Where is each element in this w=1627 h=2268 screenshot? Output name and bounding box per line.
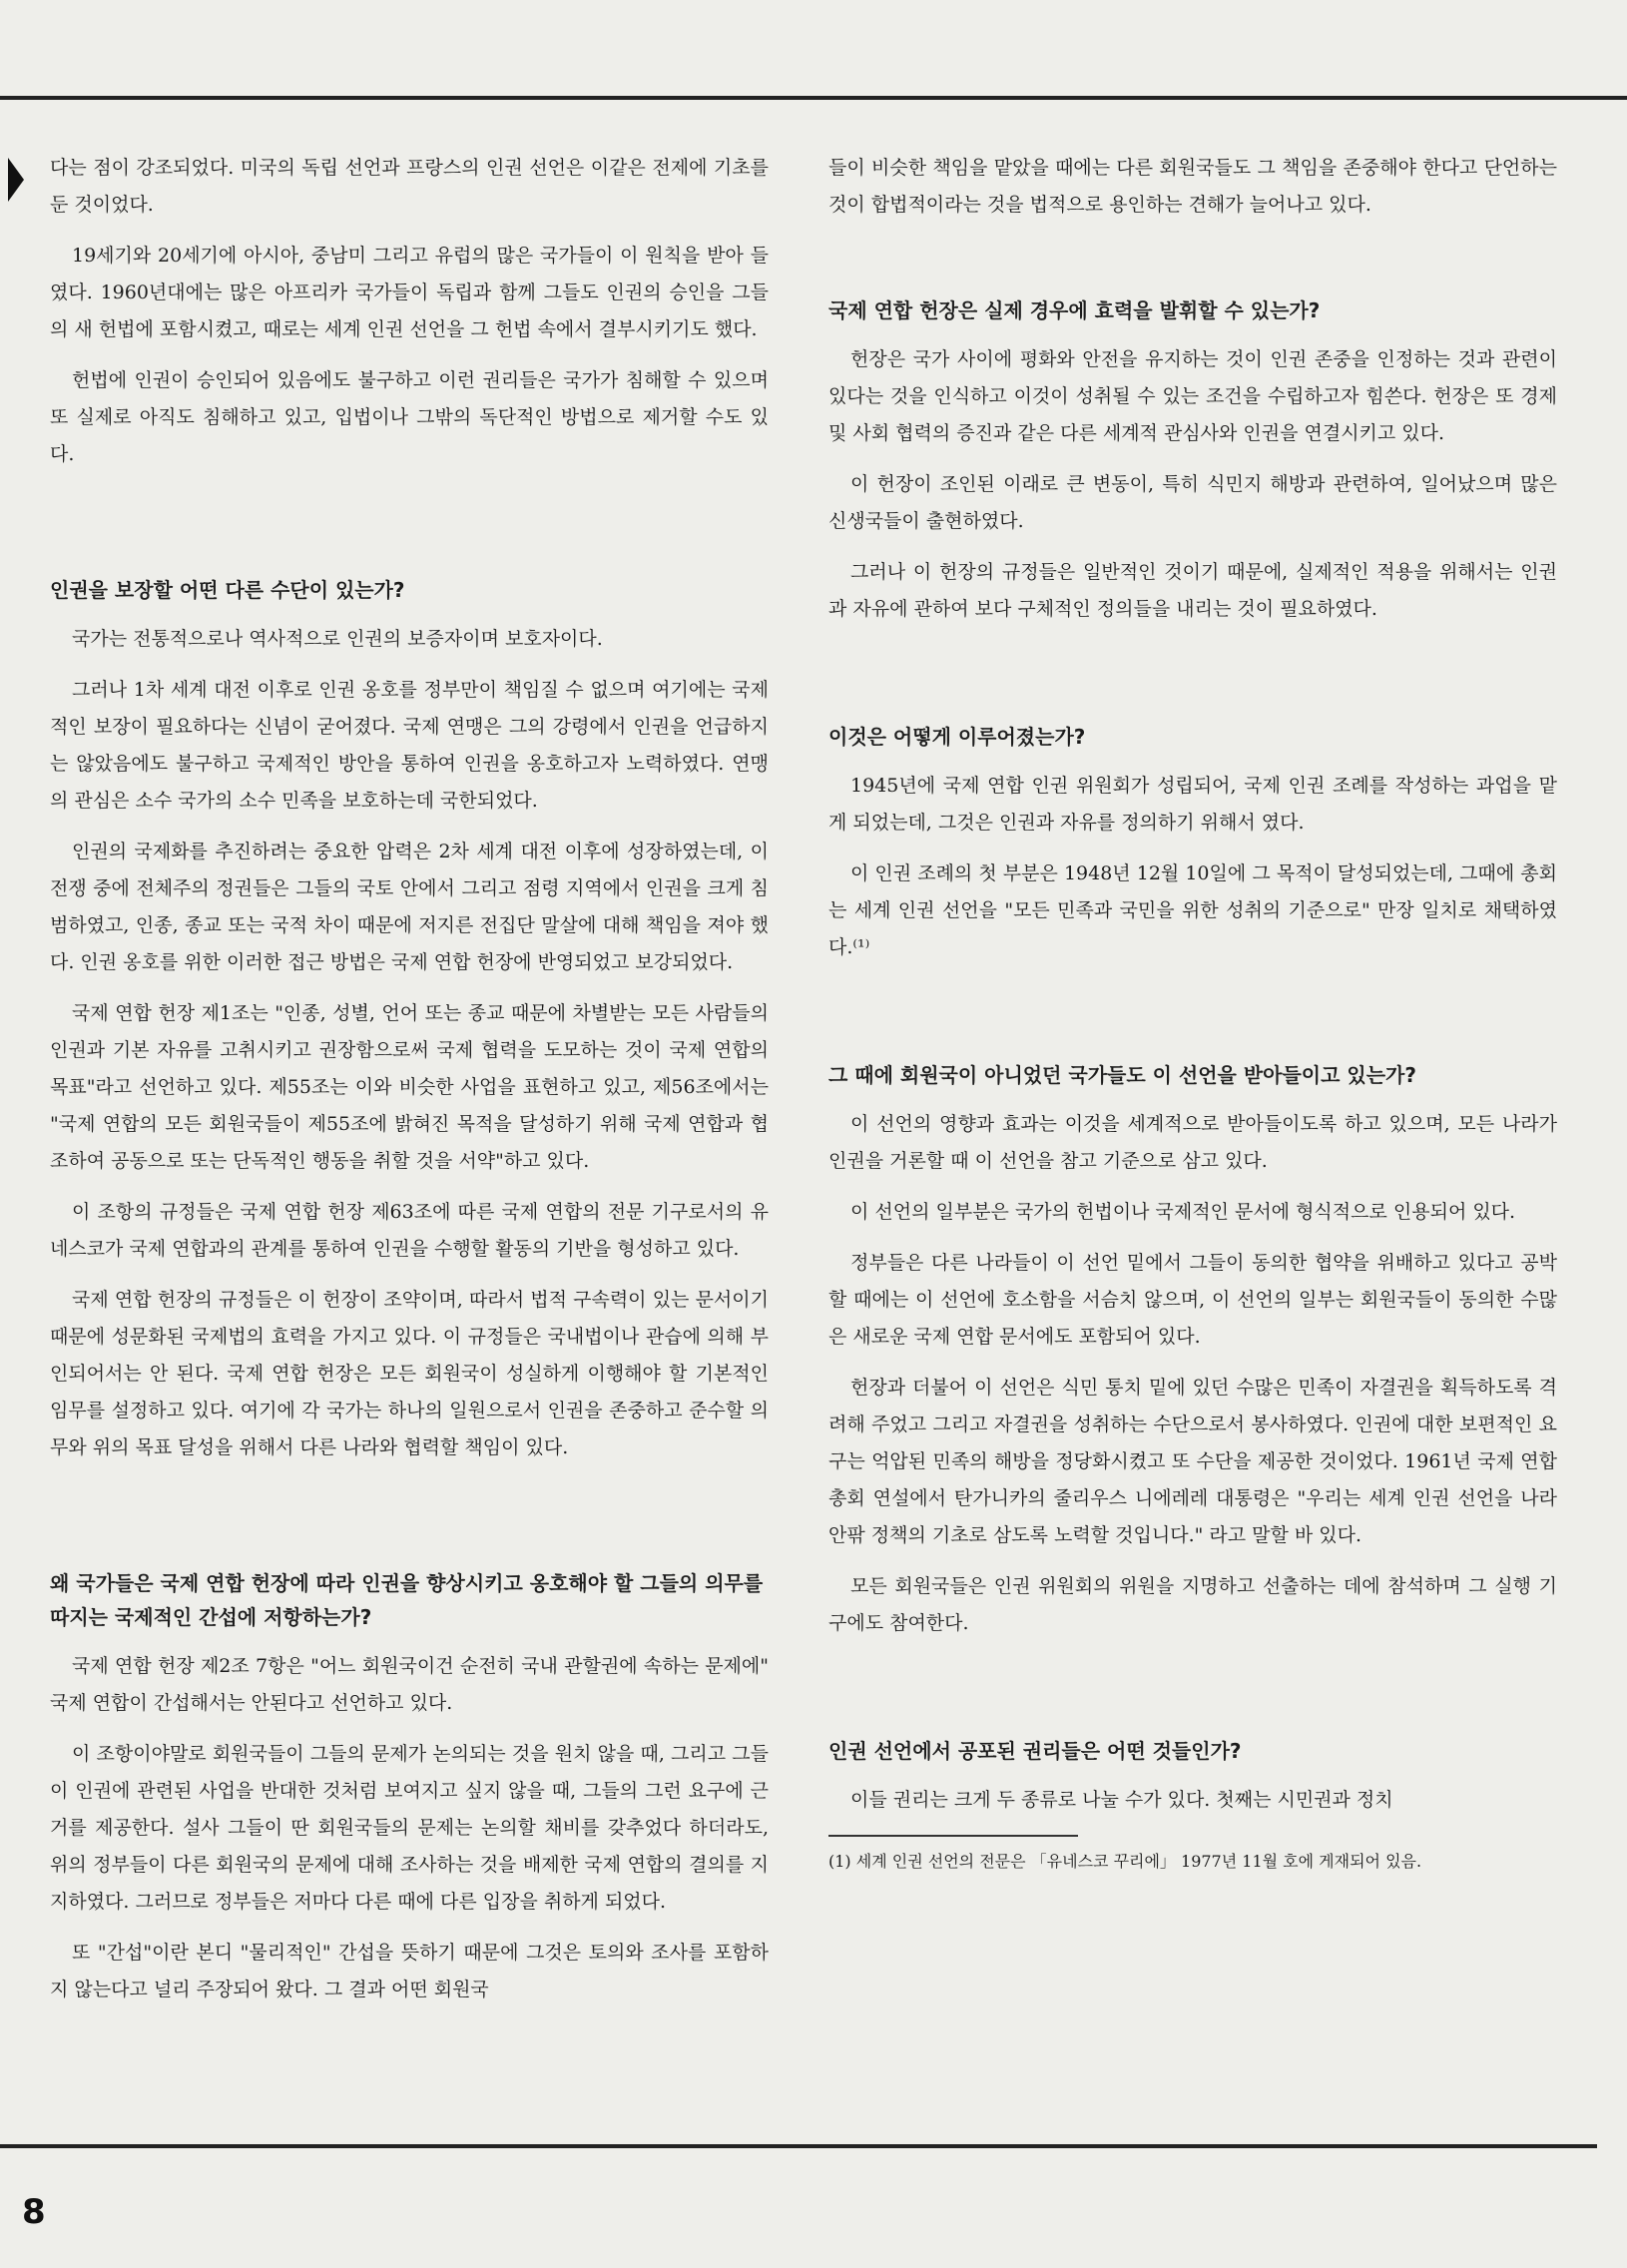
paragraph: 헌법에 인권이 승인되어 있음에도 불구하고 이런 권리들은 국가가 침해할 수 있으며 또 실제로 아직도 침해하고 있고, 입법이나 그밖의 독단적인 방법으로 제거할 수도 있다.: [50, 369, 769, 465]
section-heading: 이것은 어떻게 이루어졌는가?: [828, 725, 1086, 749]
paragraph: 모든 회원국들은 인권 위원회의 위원을 지명하고 선출하는 데에 참석하며 그 실행 기구에도 참여한다.: [828, 1575, 1557, 1634]
paragraph: 정부들은 다른 나라들이 이 선언 밑에서 그들이 동의한 협약을 위배하고 있다고 공박할 때에는 이 선언에 호소함을 서슴치 않으며, 이 선언의 일부는 회원국들이 동의한 수많은 새로운 국제 연합 문서에도 포함되어 있다.: [828, 1252, 1557, 1348]
section-heading: 그 때에 회원국이 아니었던 국가들도 이 선언을 받아들이고 있는가?: [828, 1063, 1416, 1087]
paragraph: 헌장과 더불어 이 선언은 식민 통치 밑에 있던 수많은 민족이 자결권을 획득하도록 격려해 주었고 그리고 자결권을 성취하는 수단으로서 봉사하였다. 인권에 대한 보편적인 요구는 억압된 민족의 해방을 정당화시켰고 또 수단을 제공한 것이었다. 1961년 국제 연합 총회 연설에서 탄가니카의 줄리우스 니에레레 대통령은 "우리는 세계 인권 선언을 나라 안팎 정책의 기초로 삼도록 노력할 것입니다." 라고 말할 바 있다.: [828, 1377, 1557, 1546]
footnote-rule: [828, 1835, 1078, 1837]
paragraph: 이 선언의 일부분은 국가의 헌법이나 국제적인 문서에 형식적으로 인용되어 있다.: [850, 1201, 1516, 1223]
right-column: [828, 150, 1557, 1877]
paragraph: 그러나 이 헌장의 규정들은 일반적인 것이기 때문에, 실제적인 적용을 위해서는 인권과 자유에 관하여 보다 구체적인 정의들을 내리는 것이 필요하였다.: [828, 561, 1557, 620]
page-number: 8: [22, 2192, 46, 2232]
section-heading: 왜 국가들은 국제 연합 헌장에 따라 인권을 향상시키고 옹호해야 할 그들의 의무를 따지는 국제적인 간섭에 저항하는가?: [50, 1571, 764, 1629]
bottom-rule: [0, 2144, 1597, 2148]
section-heading: 국제 연합 헌장은 실제 경우에 효력을 발휘할 수 있는가?: [828, 298, 1321, 322]
paragraph: 이 조항이야말로 회원국들이 그들의 문제가 논의되는 것을 원치 않을 때, 그리고 그들이 인권에 관련된 사업을 반대한 것처럼 보여지고 싶지 않을 때, 그들의 그런 요구에 근거를 제공한다. 설사 그들이 딴 회원국들의 문제는 논의할 채비를 갖추었다 하더라도, 위의 정부들이 다른 회원국의 문제에 대해 조사하는 것을 배제한 국제 연합의 결의를 지지하였다. 그러므로 정부들은 저마다 다른 때에 다른 입장을 취하게 되었다.: [50, 1743, 769, 1913]
page-marker-triangle: [8, 158, 24, 202]
paragraph: 다는 점이 강조되었다. 미국의 독립 선언과 프랑스의 인권 선언은 이같은 전제에 기초를 둔 것이었다.: [50, 157, 769, 216]
paragraph: 국제 연합 헌장 제2조 7항은 "어느 회원국이건 순전히 국내 관할권에 속하는 문제에" 국제 연합이 간섭해서는 안된다고 선언하고 있다.: [50, 1655, 769, 1714]
paragraph: 19세기와 20세기에 아시아, 중남미 그리고 유럽의 많은 국가들이 이 원칙을 받아 들였다. 1960년대에는 많은 아프리카 국가들이 독립과 함께 그들도 인권의 승인을 그들의 새 헌법에 포함시켰고, 때로는 세계 인권 선언을 그 헌법 속에서 결부시키기도 했다.: [50, 245, 769, 340]
paragraph: 이 선언의 영향과 효과는 이것을 세계적으로 받아들이도록 하고 있으며, 모든 나라가 인권을 거론할 때 이 선언을 참고 기준으로 삼고 있다.: [828, 1113, 1557, 1172]
section-heading: 인권 선언에서 공포된 권리들은 어떤 것들인가?: [828, 1739, 1242, 1763]
paragraph: 국제 연합 헌장 제1조는 "인종, 성별, 언어 또는 종교 때문에 차별받는 모든 사람들의 인권과 기본 자유를 고취시키고 권장함으로써 국제 협력을 도모하는 것이 국제 연합의 목표"라고 선언하고 있다. 제55조는 이와 비슷한 사업을 표현하고 있고, 제56조에서는 "국제 연합의 모든 회원국들이 제55조에 밝혀진 목적을 달성하기 위해 국제 연합과 협조하여 공동으로 또는 단독적인 행동을 취할 것을 서약"하고 있다.: [50, 1002, 769, 1172]
paragraph: 또 "간섭"이란 본디 "물리적인" 간섭을 뜻하기 때문에 그것은 토의와 조사를 포함하지 않는다고 널리 주장되어 왔다. 그 결과 어떤 회원국: [50, 1942, 769, 2000]
paragraph: 이 조항의 규정들은 국제 연합 헌장 제63조에 따른 국제 연합의 전문 기구로서의 유네스코가 국제 연합과의 관계를 통하여 인권을 수행할 활동의 기반을 형성하고 있다.: [50, 1201, 769, 1260]
section-heading: 인권을 보장할 어떤 다른 수단이 있는가?: [50, 578, 405, 602]
paragraph: 인권의 국제화를 추진하려는 중요한 압력은 2차 세계 대전 이후에 성장하였는데, 이 전쟁 중에 전체주의 정권들은 그들의 국토 안에서 그리고 점령 지역에서 인권을 크게 침범하였고, 인종, 종교 또는 국적 차이 때문에 저지른 전집단 말살에 대해 책임을 져야 했다. 인권 옹호를 위한 이러한 접근 방법은 국제 연합 헌장에 반영되었고 보강되었다.: [50, 841, 769, 973]
paragraph: 들이 비슷한 책임을 맡았을 때에는 다른 회원국들도 그 책임을 존중해야 한다고 단언하는 것이 합법적이라는 것을 법적으로 용인하는 견해가 늘어나고 있다.: [828, 157, 1557, 216]
paragraph: 헌장은 국가 사이에 평화와 안전을 유지하는 것이 인권 존중을 인정하는 것과 관련이 있다는 것을 인식하고 이것이 성취될 수 있는 조건을 수립하고자 힘쓴다. 헌장은 또 경제 및 사회 협력의 증진과 같은 다른 세계적 관심사와 인권을 연결시키고 있다.: [828, 348, 1557, 444]
paragraph: 국가는 전통적으로나 역사적으로 인권의 보증자이며 보호자이다.: [72, 628, 603, 650]
paragraph: 이 헌장이 조인된 이래로 큰 변동이, 특히 식민지 해방과 관련하여, 일어났으며 많은 신생국들이 출현하였다.: [828, 473, 1557, 532]
left-column: [50, 150, 769, 2022]
paragraph: 그러나 1차 세계 대전 이후로 인권 옹호를 정부만이 책임질 수 없으며 여기에는 국제적인 보장이 필요하다는 신념이 굳어졌다. 국제 연맹은 그의 강령에서 인권을 언급하지는 않았음에도 불구하고 국제적인 방안을 통하여 인권을 옹호하고자 노력하였다. 연맹의 관심은 소수 국가의 소수 민족을 보호하는데 국한되었다.: [50, 679, 769, 812]
paragraph: 이들 권리는 크게 두 종류로 나눌 수가 있다. 첫째는 시민권과 정치: [850, 1789, 1393, 1811]
paragraph: 국제 연합 헌장의 규정들은 이 헌장이 조약이며, 따라서 법적 구속력이 있는 문서이기 때문에 성문화된 국제법의 효력을 가지고 있다. 이 규정들은 국내법이나 관습에 의해 부인되어서는 안 된다. 국제 연합 헌장은 모든 회원국이 성실하게 이행해야 할 기본적인 임무를 설정하고 있다. 여기에 각 국가는 하나의 일원으로서 인권을 존중하고 준수할 의무와 위의 목표 달성을 위해서 다른 나라와 협력할 책임이 있다.: [50, 1289, 769, 1458]
paragraph: 이 인권 조례의 첫 부분은 1948년 12월 10일에 그 목적이 달성되었는데, 그때에 총회는 세계 인권 선언을 "모든 민족과 국민을 위한 성취의 기준으로" 만장 일치로 채택하였다.⁽¹⁾: [828, 862, 1557, 958]
top-rule: [0, 96, 1627, 100]
footnote: (1) 세계 인권 선언의 전문은 「유네스코 꾸리에」 1977년 11월 호에 게재되어 있음.: [828, 1852, 1422, 1871]
paragraph: 1945년에 국제 연합 인권 위원회가 성립되어, 국제 인권 조례를 작성하는 과업을 맡게 되었는데, 그것은 인권과 자유를 정의하기 위해서 였다.: [828, 775, 1557, 834]
